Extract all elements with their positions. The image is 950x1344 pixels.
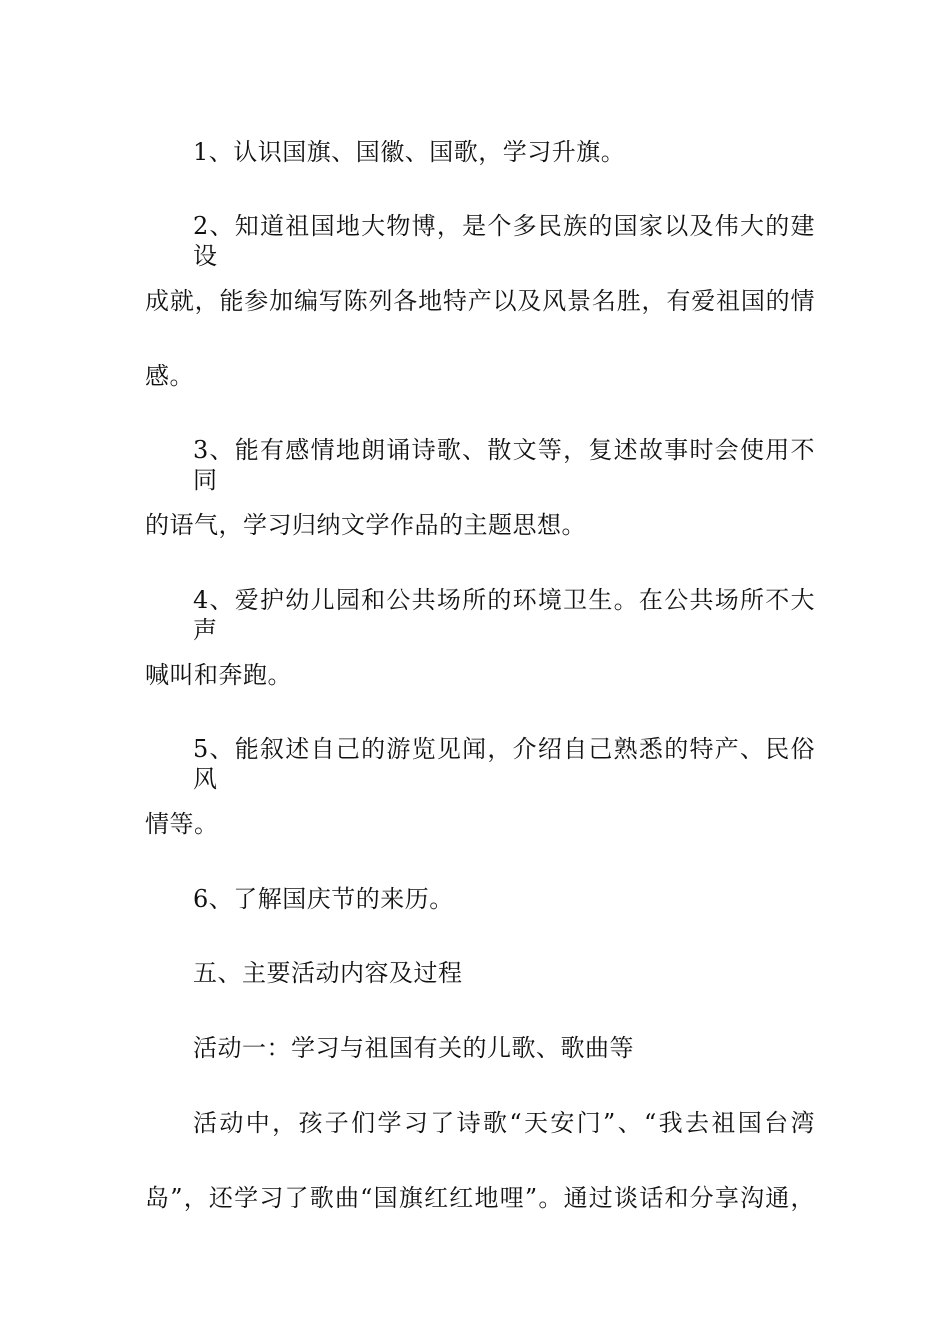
- goal-item-3-line-2: 的语气，学习归纳文学作品的主题思想。: [145, 511, 586, 539]
- goal-item-2-line-2: 成就，能参加编写陈列各地特产以及风景名胜，有爱祖国的情: [145, 287, 815, 315]
- goal-item-2-line-3: 感。: [145, 362, 194, 390]
- activity-paragraph-line-1: 活动中，孩子们学习了诗歌“天安门”、“我去祖国台湾: [193, 1109, 815, 1137]
- goal-item-1: 1、认识国旗、国徽、国歌，学习升旗。: [193, 138, 626, 166]
- goal-item-4-line-1: 4、爱护幼儿园和公共场所的环境卫生。在公共场所不大声: [193, 586, 815, 644]
- goal-item-6: 6、了解国庆节的来历。: [193, 885, 454, 913]
- activity-paragraph-line-2: 岛”，还学习了歌曲“国旗红红地哩”。通过谈话和分享沟通，: [145, 1184, 815, 1212]
- goal-item-2-line-1: 2、知道祖国地大物博，是个多民族的国家以及伟大的建设: [193, 212, 815, 270]
- goal-item-5-line-2: 情等。: [145, 810, 219, 838]
- goal-item-4-line-2: 喊叫和奔跑。: [145, 661, 292, 689]
- goal-item-5-line-1: 5、能叙述自己的游览见闻，介绍自己熟悉的特产、民俗风: [193, 735, 815, 793]
- section-heading: 五、主要活动内容及过程: [193, 959, 463, 987]
- goal-item-3-line-1: 3、能有感情地朗诵诗歌、散文等，复述故事时会使用不同: [193, 436, 815, 494]
- activity-heading: 活动一：学习与祖国有关的儿歌、歌曲等: [193, 1034, 634, 1062]
